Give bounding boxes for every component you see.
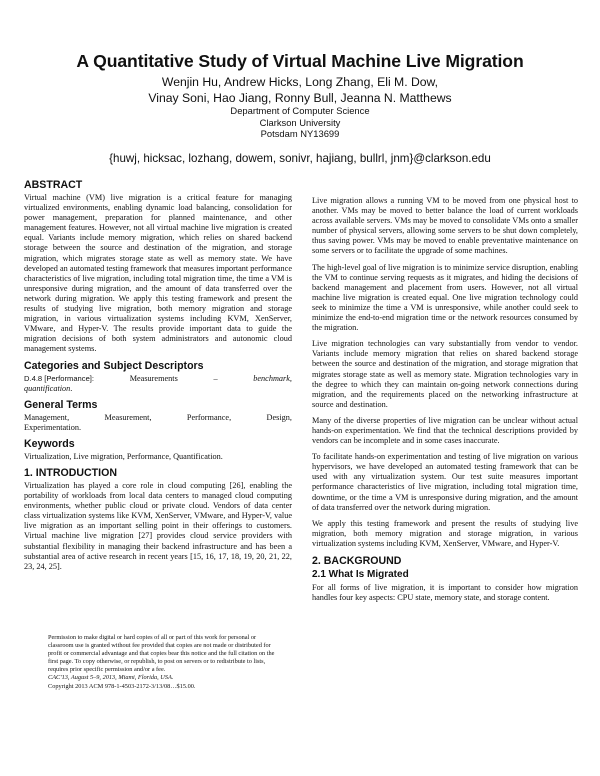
background-heading: 2. BACKGROUND bbox=[312, 555, 402, 567]
permission-text: Permission to make digital or hard copies of all or part of this work for personal or classroom use is granted without fee provided that copies are not made or distributed for profit or commercial advantage and that copies bear this notice and the full citation on the first page. To copy otherwise, or republish, to post on servers or to redistribute to lists, requires prior specific permission and/or a fee. bbox=[48, 634, 275, 674]
affiliation bbox=[20, 105, 580, 140]
affiliation-department: Department of Computer Science bbox=[230, 105, 370, 116]
term-performance: Performance, bbox=[186, 412, 232, 422]
category-dash: – bbox=[213, 373, 218, 383]
general-terms-heading: General Terms bbox=[24, 398, 98, 411]
keywords-text: Virtualization, Live migration, Performance, Quantification. bbox=[24, 451, 223, 461]
author-emails: {huwj, hicksac, lozhang, dowem, sonivr, hajiang, bullrl, jnm}@clarkson.edu bbox=[109, 152, 491, 165]
what-is-migrated-heading: 2.1 What Is Migrated bbox=[312, 569, 409, 580]
keywords-heading: Keywords bbox=[24, 437, 75, 450]
left-column bbox=[24, 179, 292, 572]
introduction-heading: 1. INTRODUCTION bbox=[24, 466, 117, 479]
categories-line-1 bbox=[24, 374, 292, 384]
authors-line-2: Vinay Soni, Hao Jiang, Ronny Bull, Jeanna N. Matthews bbox=[148, 91, 452, 105]
term-management: Management, bbox=[24, 412, 70, 422]
general-terms-line-1 bbox=[24, 413, 292, 423]
paragraph-diverse-properties: Many of the diverse properties of live migration can be unclear without actual hands-on experimentation. We find that the technical descriptions provided by vendors can be incomplete and in some cases inaccurate. bbox=[312, 415, 578, 446]
right-column bbox=[312, 196, 578, 609]
paragraph-what-is-migrated: For all forms of live migration, it is important to consider how migration handles four key aspects: CPU state, memory state, and storage content. bbox=[312, 583, 578, 603]
conference-info: CAC'13, August 5–9, 2013, Miami, Florida, USA. bbox=[48, 674, 174, 682]
paragraph-live-migration: Live migration allows a running VM to be moved from one physical host to another. VMs may be moved to better balance the load of current workloads across available servers. VMs may be moved to consolidate VMs onto a smaller number of physical servers, allowing some servers to be shut down completely, thus saving power. VMs may be moved to enable preventative maintenance on some servers or to facilitate the upgrade of some machines. bbox=[312, 196, 578, 256]
abstract-heading: ABSTRACT bbox=[24, 179, 83, 191]
copyright-line: Copyright 2013 ACM 978-1-4503-2172-3/13/08…$15.00. bbox=[48, 682, 196, 690]
permission-notice bbox=[48, 634, 280, 691]
abstract-text: Virtual machine (VM) live migration is a critical feature for managing virtualized environments, enabling dynamic load balancing, consolidation for power management, preparation for planned maintenance, and other management features. However, not all virtual machine live migration is created equal. Variants include memory migration, which relies on shared backend storage between the source and destination of the migration, and storage migration, which migrates storage state as well as memory state. We have developed an automated testing framework that measures important performance characteristics of live migration, including total migration time, the time a VM is unresponsive during migration, and the amount of data transferred over the network during migration. We apply this testing framework and present the results of studying live migration, both memory migration and storage migration, in various virtualization systems including KVM, XenServer, VMware, and Hyper-V. The results provide important data to guide the migration decisions of both system administrators and autonomic cloud management systems. bbox=[24, 193, 292, 354]
paragraph-high-level-goal: The high-level goal of live migration is to minimize service disruption, enabling the VM to continue serving requests as it migrates, and hiding the decisions of backend management and placement from users. However, not all virtual machine live migration is created equal. One live migration technology could seek to minimize the time a VM is unresponsive, while another could seek to minimize the end-to-end migration time or the network resources consumed by the migration. bbox=[312, 262, 578, 333]
category-code: D.4.8 bbox=[24, 373, 43, 383]
categories-line-2 bbox=[24, 384, 292, 394]
introduction-text: Virtualization has played a core role in cloud computing [26], enabling the portability of workloads from local data centers to managed cloud computing environments, whether public cloud or private cloud. Vendors of data center class virtualization systems like KVM, XenServer, VMware, and Hyper-V, value live migration as an important selling point in their offerings to customers. Virtual machine live migration [27] provides cloud service providers with substantial flexibility in managing their backend infrastructure and has been a substantial area of active research in recent years [15, 16, 17, 18, 19, 20, 21, 22, 23, 24, 25]. bbox=[24, 480, 292, 571]
paper-title: A Quantitative Study of Virtual Machine Live Migration bbox=[76, 51, 524, 71]
category-quantification: quantification bbox=[24, 383, 71, 393]
affiliation-city: Potsdam NY13699 bbox=[260, 128, 340, 140]
category-benchmark: benchmark, bbox=[253, 373, 292, 383]
paragraph-apply-framework: We apply this testing framework and present the results of studying live migration, both memory migration and storage migration, in various virtualization systems including KVM, XenServer, VMware, and Hyper-V. bbox=[312, 518, 578, 548]
category-measurements: Measurements bbox=[129, 373, 178, 383]
authors-line-1: Wenjin Hu, Andrew Hicks, Long Zhang, Eli M. Dow, bbox=[161, 75, 439, 89]
categories-heading: Categories and Subject Descriptors bbox=[24, 359, 204, 372]
paragraph-hands-on: To facilitate hands-on experimentation and testing of live migration on various hypervisors, we have developed an automated testing framework that can be used with any virtualization system. Our test suite measures important performance characteristics of live migration, including total migration time, downtime, or the time a VM is unresponsive during migration, and the amount of data transferred over the network during migration. bbox=[312, 452, 578, 512]
term-measurement: Measurement, bbox=[104, 412, 152, 422]
category-period: . bbox=[70, 383, 73, 393]
paragraph-technologies: Live migration technologies can vary substantially from vendor to vendor. Variants include memory migration that relies on shared backend storage between the source and destination of the migration, and storage migration that migrates storage state as well as memory state. Migration technologies vary in the degree to which they can maintain on-going network connections during migration, and the requirements placed on the networking infrastructure at source and destination. bbox=[312, 339, 578, 409]
term-experimentation: Experimentation. bbox=[24, 422, 82, 432]
term-design: Design, bbox=[266, 412, 292, 422]
affiliation-university: Clarkson University bbox=[259, 116, 341, 128]
category-performance: [Performance]: bbox=[44, 373, 95, 383]
author-list bbox=[20, 74, 580, 106]
